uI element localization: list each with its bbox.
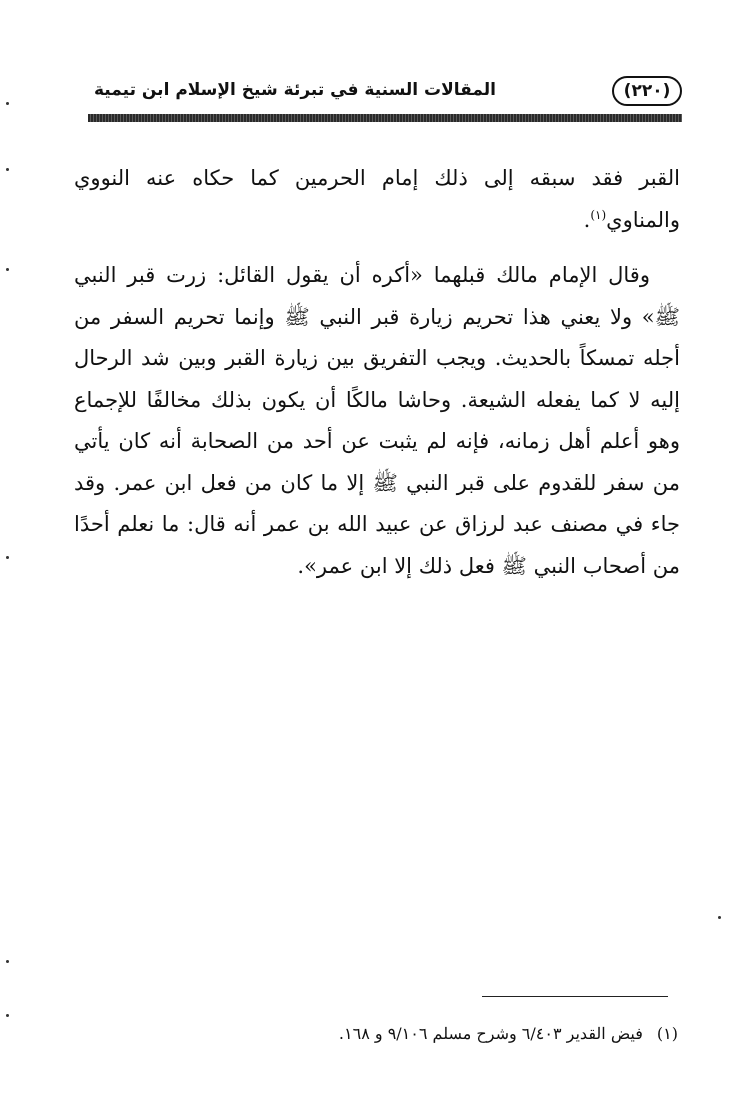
paragraph-1-end: . xyxy=(583,207,591,232)
footnote-text: فيض القدير ٦/٤٠٣ وشرح مسلم ٩/١٠٦ و ١٦٨. xyxy=(338,1024,643,1043)
paragraph-gap xyxy=(74,241,680,255)
scan-speck xyxy=(6,168,9,171)
scan-speck xyxy=(6,268,9,271)
footnote-separator xyxy=(482,996,668,997)
footnote-marker: (١) xyxy=(656,1024,678,1043)
scan-speck xyxy=(718,916,721,919)
header-rule xyxy=(88,114,682,122)
scan-speck xyxy=(6,556,9,559)
page-header xyxy=(88,76,682,122)
scan-speck xyxy=(6,102,9,105)
paragraph-2: وقال الإمام مالك قبلهما «أكره أن يقول القائل: زرت قبر النبي ﷺ» ولا يعني هذا تحريم زيارة قبر النبي ﷺ وإنما تحريم السفر من أجله تمسكاً بالحديث. ويجب التفريق بين زيارة القبر وبين شد الرحال إليه لا كما يفعله الشيعة. وحاشا مالكًا أن يكون بذلك مخالفًا للإجماع وهو أعلم أهل زمانه، فإنه لم يثبت عن أحد من الصحابة أنه كان يأتي من سفر للقدوم على قبر النبي ﷺ إلا ما كان من فعل ابن عمر. وقد جاء في مصنف عبد لرزاق عن عبيد الله بن عمر أنه قال: ما نعلم أحدًا من أصحاب النبي ﷺ فعل ذلك إلا ابن عمر». xyxy=(74,263,680,578)
body-text xyxy=(74,158,680,587)
page-number: (٢٢٠) xyxy=(612,76,682,106)
footnote-reference: (١) xyxy=(590,207,607,222)
running-title: المقالات السنية في تبرئة شيخ الإسلام ابن تيمية xyxy=(94,80,496,100)
scan-speck xyxy=(6,960,9,963)
scan-speck xyxy=(6,1014,9,1017)
paragraph-1 xyxy=(74,158,680,241)
paragraph-1-text: القبر فقد سبقه إلى ذلك إمام الحرمين كما حكاه عنه النووي والمناوي xyxy=(74,166,680,232)
footnote xyxy=(250,1024,678,1043)
